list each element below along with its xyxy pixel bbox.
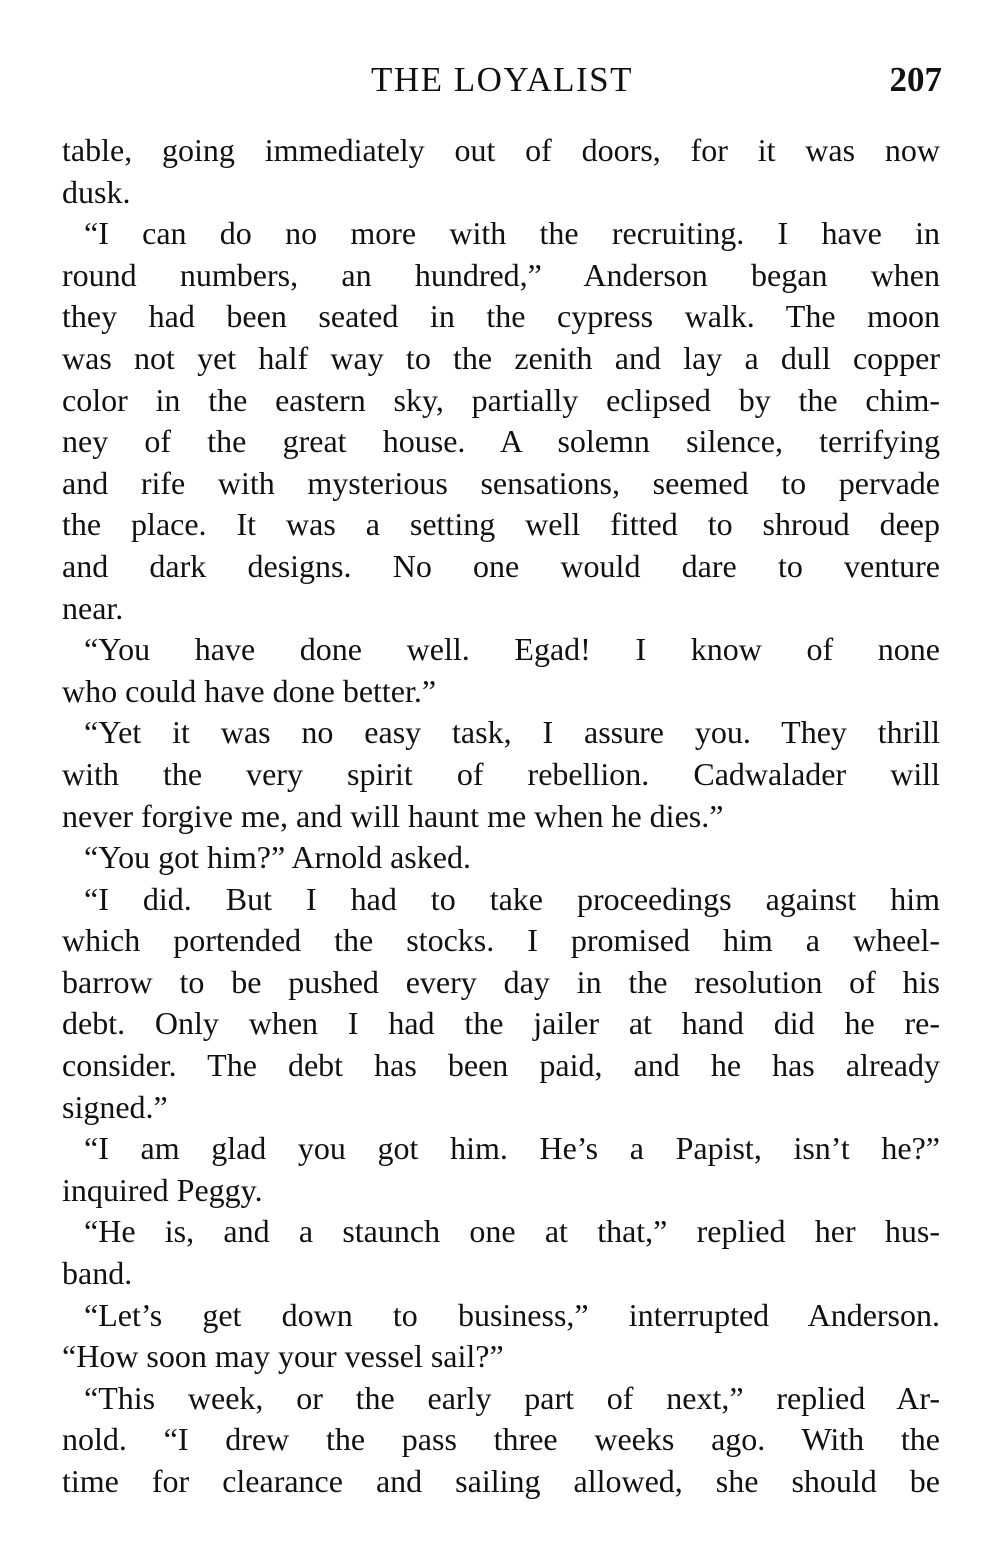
text-line: “How soon may your vessel sail?” (62, 1338, 504, 1375)
text-line: round numbers, an hundred,” Anderson began when (62, 256, 940, 293)
text-line: barrow to be pushed every day in the resolution of his (62, 963, 940, 1000)
text-line: time for clearance and sailing allowed, she should be (62, 1463, 940, 1499)
text-line: ney of the great house. A solemn silence, terrifying (62, 423, 940, 460)
text-line: they had been seated in the cypress walk. The moon (62, 298, 940, 335)
body-text (62, 130, 940, 1503)
text-line: nold. “I drew the pass three weeks ago. With the (62, 1421, 940, 1458)
text-line: near. (62, 589, 124, 626)
text-line: “I am glad you got him. He’s a Papist, isn’t he?” (84, 1130, 940, 1167)
text-line: and rife with mysterious sensations, seemed to pervade (62, 464, 940, 501)
text-line: dusk. (62, 173, 131, 210)
text-line: with the very spirit of rebellion. Cadwalader will (62, 755, 940, 792)
running-title: THE LOYALIST (371, 60, 633, 99)
text-line: was not yet half way to the zenith and lay a dull copper (62, 339, 940, 376)
text-line: table, going immediately out of doors, for it was now (62, 132, 940, 168)
text-line: “I can do no more with the recruiting. I have in (84, 215, 940, 252)
text-line: “You have done well. Egad! I know of none (84, 631, 940, 668)
text-line: “This week, or the early part of next,” replied Ar- (84, 1379, 940, 1416)
text-line: “I did. But I had to take proceedings against him (84, 880, 940, 917)
text-line: consider. The debt has been paid, and he has already (62, 1047, 940, 1084)
text-line: “You got him?” Arnold asked. (84, 839, 471, 876)
running-head (62, 58, 942, 102)
text-line: debt. Only when I had the jailer at hand did he re- (62, 1005, 940, 1042)
text-line: “He is, and a staunch one at that,” replied her hus- (84, 1213, 940, 1250)
text-line: signed.” (62, 1088, 168, 1125)
text-line: “Let’s get down to business,” interrupted Anderson. (84, 1296, 940, 1333)
text-line: the place. It was a setting well fitted to shroud deep (62, 506, 940, 543)
text-line: color in the eastern sky, partially eclipsed by the chim- (62, 381, 940, 418)
text-line: and dark designs. No one would dare to venture (62, 547, 940, 584)
text-line: band. (62, 1255, 133, 1292)
text-line: “Yet it was no easy task, I assure you. They thrill (84, 714, 940, 751)
text-line: inquired Peggy. (62, 1171, 263, 1208)
text-line: never forgive me, and will haunt me when he dies.” (62, 797, 724, 834)
page-number: 207 (889, 60, 942, 99)
text-line: who could have done better.” (62, 672, 437, 709)
text-line: which portended the stocks. I promised him a wheel- (62, 922, 940, 959)
